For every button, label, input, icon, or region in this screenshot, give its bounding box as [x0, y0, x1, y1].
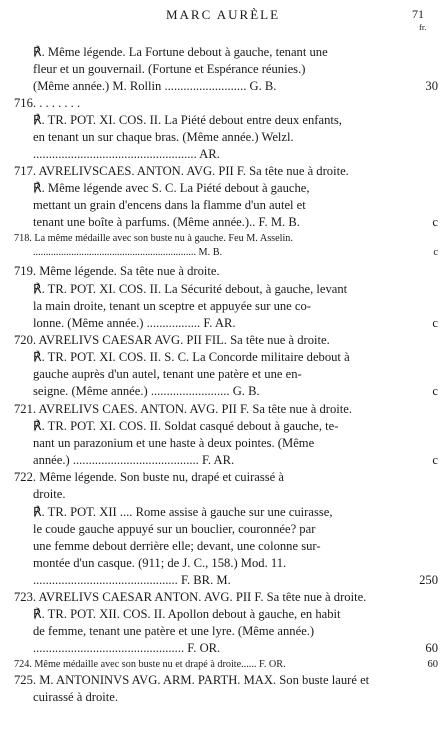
text-line: 722. Même légende. Son buste nu, drapé et cuirassé à [14, 470, 284, 484]
text-line: 720. AVRELIVS CAESAR AVG. PII FIL. Sa tête nue à droite. [14, 333, 330, 347]
value-amount: c [432, 215, 438, 229]
text-line: la main droite, tenant un sceptre et appuyée sur une co- [33, 299, 312, 313]
running-title: MARC AURÈLE [165, 7, 281, 22]
value-amount: c [432, 453, 438, 467]
text-line: 719. Même légende. Sa tête nue à droite. [14, 264, 220, 278]
text-line: gauche auprès d'un autel, tenant une patère et une en- [33, 367, 302, 381]
text-line: (Même année.) M. Rollin .......................... G. B. [33, 79, 277, 93]
value-amount: c [432, 316, 438, 330]
text-line: nant un parazonium et une haste à deux pointes. (Même [33, 436, 315, 450]
value-amount: c [432, 384, 438, 398]
currency-unit-header: fr. [419, 22, 427, 32]
text-line: le coude gauche appuyé sur un bouclier, couronnée? par [33, 522, 316, 536]
text-line: de femme, tenant une patère et une lyre. (Même année.) [33, 624, 315, 638]
text-line: cuirassé à droite. [33, 690, 118, 704]
text-line: ℟. TR. POT. XII. COS. II. Apollon debout à gauche, en habit [33, 607, 341, 621]
value-amount: 60 [425, 641, 438, 655]
text-line: ℟. TR. POT. XI. COS. II. La Sécurité debout, à gauche, levant [33, 282, 348, 296]
text-line: ℟. TR. POT. XI. COS. II. La Piété debout entre deux enfants, [33, 113, 342, 127]
text-line: une femme debout derrière elle; devant, une colonne sur- [33, 539, 321, 553]
page-number: 71 [412, 7, 424, 21]
text-line: 723. AVRELIVS CAESAR ANTON. AVG. PII F. Sa tête nue à droite. [14, 590, 367, 604]
text-line: 718. La même médaille avec son buste nu à gauche. Feu M. Asselin. [14, 233, 293, 244]
text-line: mettant un grain d'encens dans la flamme d'un autel et [33, 198, 306, 212]
text-line: ℟. TR. POT. XI. COS. II. Soldat casqué debout à gauche, te- [33, 419, 339, 433]
value-amount: 60 [427, 659, 438, 670]
text-line: .................................................... AR. [33, 147, 220, 161]
text-line: ℟. TR. POT. XI. COS. II. S. C. La Concorde militaire debout à [33, 350, 350, 364]
text-line: en tenant un sur chaque bras. (Même année.) Welzl. [33, 130, 294, 144]
value-amount: 30 [425, 79, 438, 93]
text-line: ℟. TR. POT. XII .... Rome assise à gauche sur une cuirasse, [33, 505, 333, 519]
text-line: ℟. Même légende. La Fortune debout à gauche, tenant une [33, 45, 328, 59]
text-line: montée d'un casque. (911; de J. C., 158.) Mod. 11. [33, 556, 287, 570]
text-line: 724. Même médaille avec son buste nu et drapé à droite...... F. OR. [14, 659, 286, 670]
text-line: tenant une boîte à parfums. (Même année.).. F. M. B. [33, 215, 300, 229]
text-line: ................................................ F. OR. [33, 641, 221, 655]
text-line: 721. AVRELIVS CAES. ANTON. AVG. PII F. Sa tête nue à droite. [14, 402, 352, 416]
text-line: fleur et un gouvernail. (Fortune et Espérance réunies.) [33, 62, 306, 76]
value-amount: c [433, 247, 438, 258]
text-line: 717. AVRELIVSCAES. ANTON. AVG. PII F. Sa tête nue à droite. [14, 164, 349, 178]
text-line: 716. . . . . . . . [14, 96, 81, 110]
text-line: ................................................................ M. B. [33, 247, 223, 258]
text-line: 725. M. ANTONINVS AVG. ARM. PARTH. MAX. Son buste lauré et [14, 673, 370, 687]
text-line: droite. [33, 487, 66, 501]
text-line: année.) ........................................ F. AR. [33, 453, 235, 467]
text-line: ℟. Même légende avec S. C. La Piété debout à gauche, [33, 181, 310, 195]
value-amount: 250 [419, 573, 438, 587]
text-line: seigne. (Même année.) ......................... G. B. [33, 384, 260, 398]
text-line: lonne. (Même année.) ................. F. AR. [33, 316, 236, 330]
text-line: .............................................. F. BR. M. [33, 573, 231, 587]
